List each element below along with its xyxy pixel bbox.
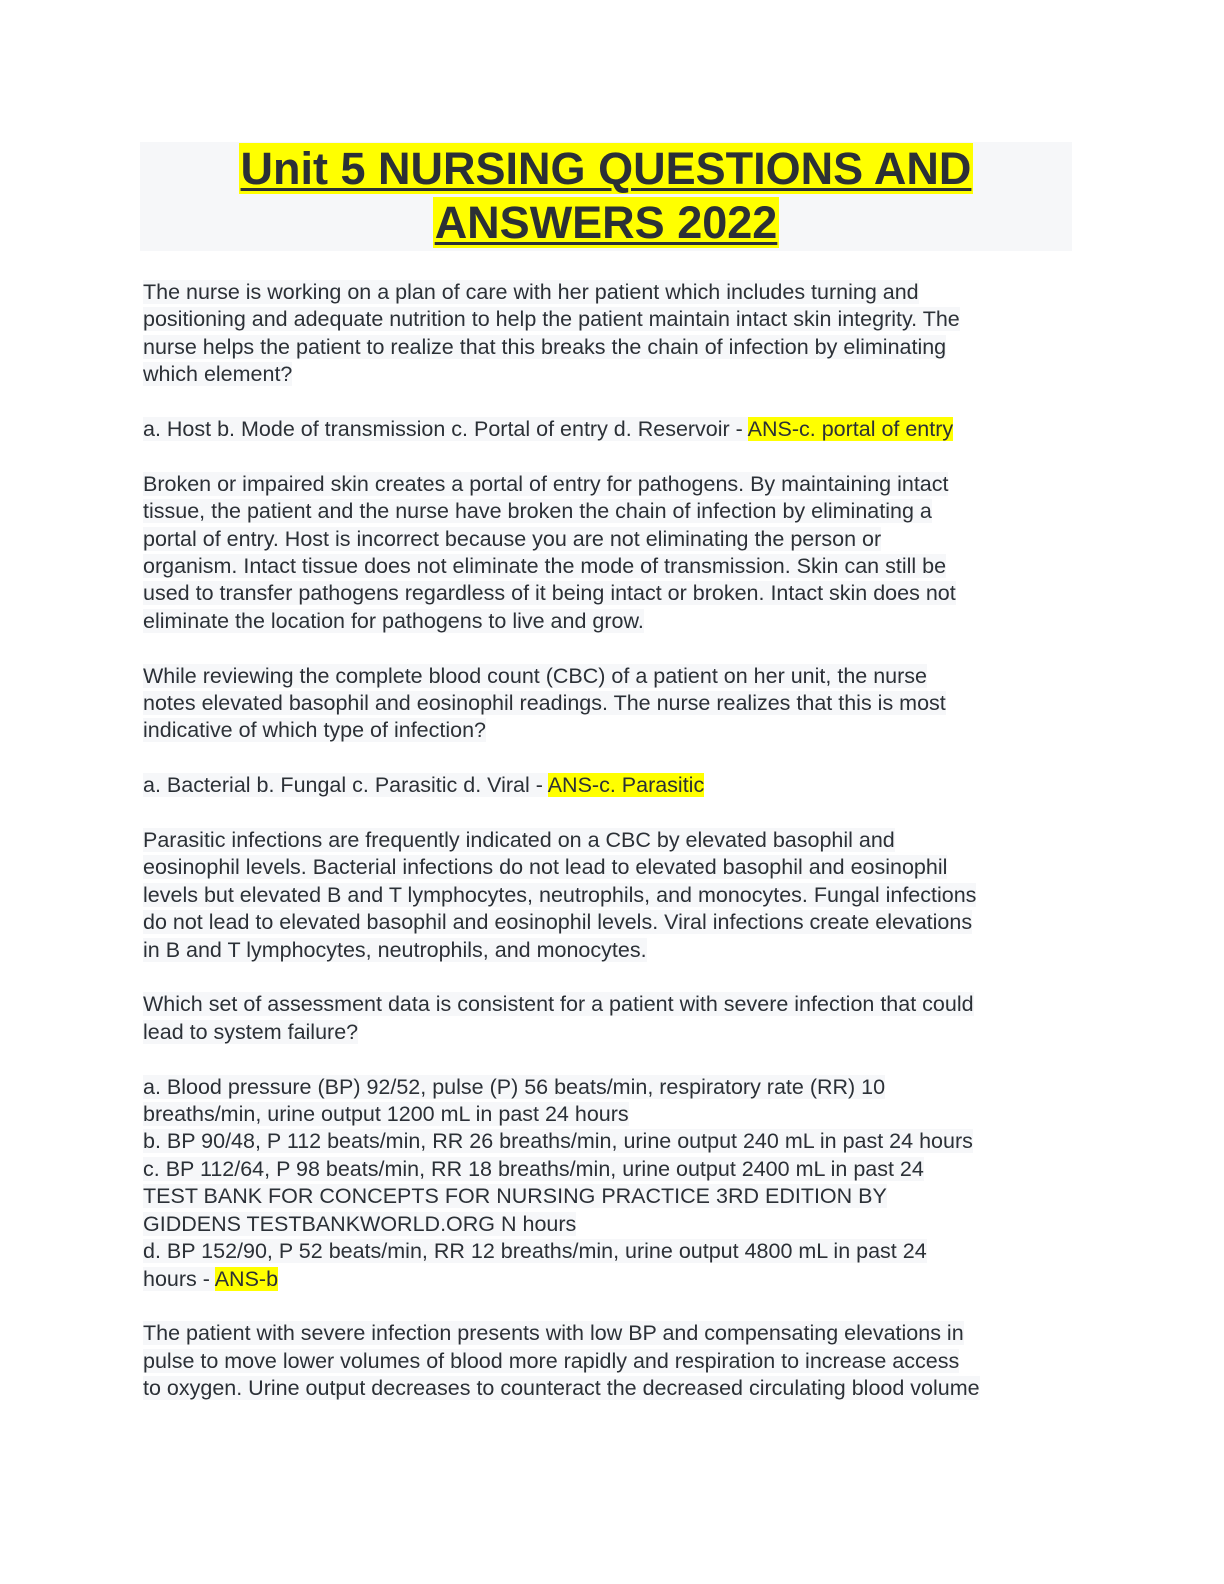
text-line: breaths/min, urine output 1200 mL in past 24 hours [143,1102,629,1127]
answer-highlight: ANS-c. portal of entry [747,417,954,442]
text-line: indicative of which type of infection? [143,718,487,743]
text-line: nurse helps the patient to realize that this breaks the chain of infection by eliminating [143,334,947,359]
question-3-options [143,1074,1078,1293]
question-3-rationale [143,1320,1078,1402]
question-3 [143,991,1078,1046]
text-line: The patient with severe infection presents with low BP and compensating elevations in [143,1321,964,1346]
text-line: to oxygen. Urine output decreases to counteract the decreased circulating blood volume [143,1376,980,1401]
text-line: levels but elevated B and T lymphocytes, neutrophils, and monocytes. Fungal infections [143,882,977,907]
document-body [143,279,1078,1430]
question-1-options [143,416,1078,443]
text-line: b. BP 90/48, P 112 beats/min, RR 26 breaths/min, urine output 240 mL in past 24 hours [143,1129,973,1154]
text-line: pulse to move lower volumes of blood more rapidly and respiration to increase access [143,1348,960,1373]
text-line: d. BP 152/90, P 52 beats/min, RR 12 breaths/min, urine output 4800 mL in past 24 [143,1239,927,1264]
text-line: eosinophil levels. Bacterial infections do not lead to elevated basophil and eosinophil [143,855,948,880]
text-line: c. BP 112/64, P 98 beats/min, RR 18 breaths/min, urine output 2400 mL in past 24 [143,1156,924,1181]
text-line: positioning and adequate nutrition to help the patient maintain intact skin integrity. The [143,307,960,332]
page-title-line-1: Unit 5 NURSING QUESTIONS AND [240,143,972,194]
title-block [140,142,1072,251]
question-1-rationale [143,471,1078,635]
answer-highlight: ANS-c. Parasitic [547,773,705,798]
text-line: While reviewing the complete blood count (CBC) of a patient on her unit, the nurse [143,663,927,688]
question-2-rationale [143,827,1078,964]
text-line: a. Blood pressure (BP) 92/52, pulse (P) 56 beats/min, respiratory rate (RR) 10 [143,1074,886,1099]
text-line: organism. Intact tissue does not eliminate the mode of transmission. Skin can still be [143,554,947,579]
text-line: tissue, the patient and the nurse have broken the chain of infection by eliminating a [143,499,932,524]
text-line: portal of entry. Host is incorrect because you are not eliminating the person or [143,526,882,551]
text-line: notes elevated basophil and eosinophil readings. The nurse realizes that this is most [143,691,946,716]
text-line: TEST BANK FOR CONCEPTS FOR NURSING PRACTICE 3RD EDITION BY [143,1184,887,1209]
text-line: a. Host b. Mode of transmission c. Portal of entry d. Reservoir - ANS-c. portal of entry [143,417,954,442]
text-line: Parasitic infections are frequently indicated on a CBC by elevated basophil and [143,828,895,853]
text-line: lead to system failure? [143,1019,359,1044]
answer-highlight: ANS-b [214,1266,279,1291]
text-line: used to transfer pathogens regardless of it being intact or broken. Intact skin does not [143,581,956,606]
text-line: eliminate the location for pathogens to live and grow. [143,608,644,633]
page-title-line-2: ANSWERS 2022 [434,197,778,248]
text-line: The nurse is working on a plan of care with her patient which includes turning and [143,280,919,304]
text-line: which element? [143,362,293,387]
text-line: GIDDENS TESTBANKWORLD.ORG N hours [143,1211,577,1236]
question-1 [143,279,1078,389]
text-line: Broken or impaired skin creates a portal of entry for pathogens. By maintaining intact [143,471,949,496]
question-2 [143,663,1078,745]
text-line: a. Bacterial b. Fungal c. Parasitic d. Viral - ANS-c. Parasitic [143,773,705,798]
text-line: in B and T lymphocytes, neutrophils, and monocytes. [143,937,647,962]
question-2-options [143,772,1078,799]
text-line: do not lead to elevated basophil and eosinophil levels. Viral infections create elevations [143,910,973,935]
text-line: Which set of assessment data is consistent for a patient with severe infection that could [143,992,974,1017]
text-line: hours - ANS-b [143,1266,279,1291]
